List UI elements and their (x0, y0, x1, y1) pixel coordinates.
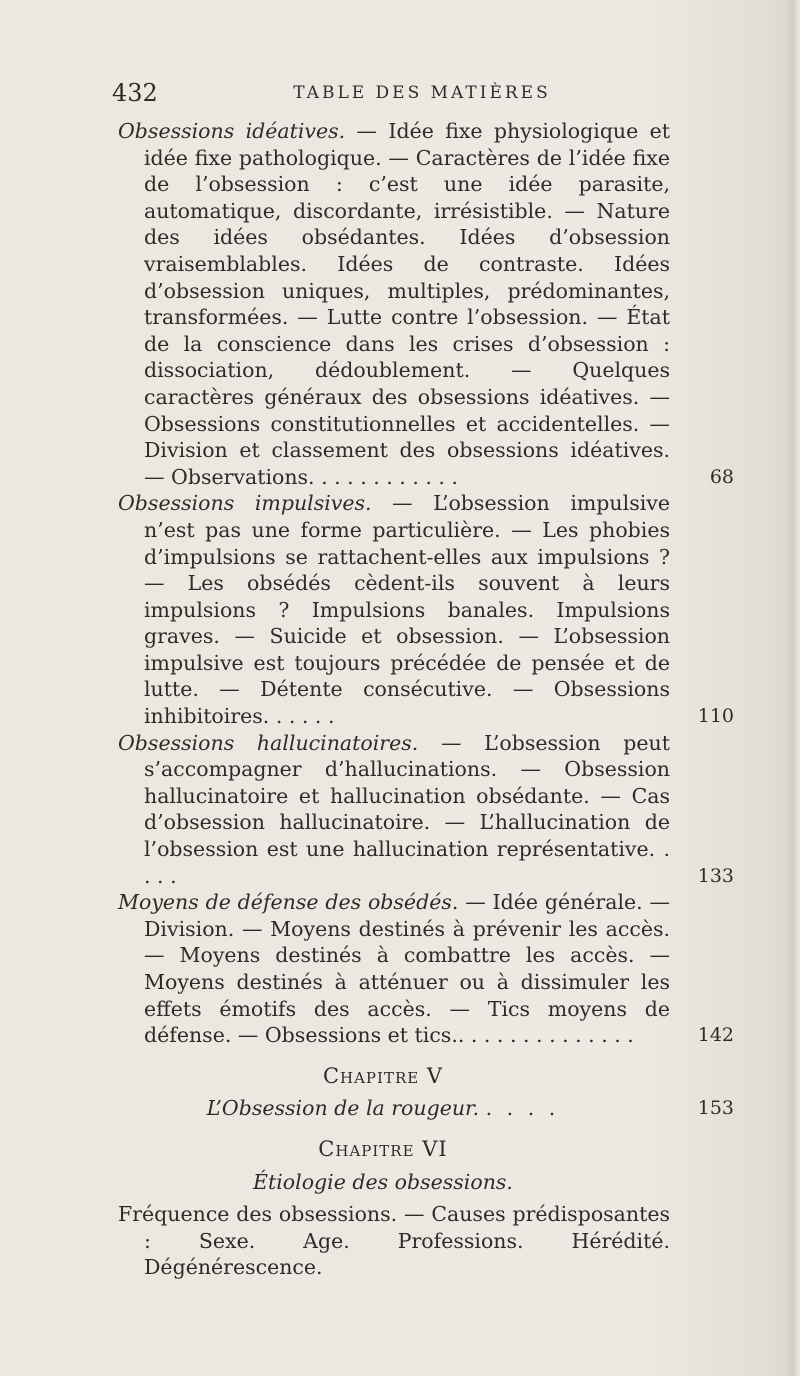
entry-heading: Obsessions idéatives. (118, 119, 346, 143)
page-number: 432 (112, 79, 158, 107)
toc-entry-obsessions-impulsives (118, 490, 734, 729)
toc-entry-obsessions-hallucinatoires (118, 730, 734, 890)
chapter-6-title: Étiologie des obsessions. (253, 1169, 513, 1194)
entry-page: 110 (697, 705, 734, 728)
entry-text: — Idée fixe physiologique et idée fixe pathologique. — Caractères de l’idée fixe de l’obsession : c’est une idée parasite, automatique, discordante, irrésistible. — Nature des idées obsédantes. Idées d’obsession vraisemblables. Idées de contraste. Idées d’obsession uniques, multiples, prédominantes, transformées. — Lutte contre l’obsession. — État de la conscience dans les crises d’obsession : dissociation, dédoublement. — Quelques caractères généraux des obsessions idéatives. — Obsessions constitutionnelles et accidentelles. — Division et classement des obsessions idéatives. — Observations. . . . . . . . . . . . (144, 119, 670, 489)
toc-entry-moyens-de-defense (118, 889, 734, 1049)
entry-heading: Obsessions hallucinatoires. (118, 730, 419, 755)
entry-heading: Obsessions impulsives. (118, 491, 372, 516)
running-title: TABLE DES MATIÈRES (293, 83, 551, 103)
entry-text: — L’obsession peut s’accompagner d’hallucinations. — Obsession hallucinatoire et hallucination obsédante. — Cas d’obsession hallucinatoire. — L’hallucination de l’obsession est une hallucination représentative. . . . . (144, 730, 670, 888)
chapter-5-dots: . . . . (485, 1096, 560, 1121)
entry-text: — Idée générale. — Division. — Moyens destinés à prévenir les accès. — Moyens destinés à combattre les accès. — Moyens destinés à atténuer ou à dissimuler les effets émotifs des accès. — Tics moyens de défense. — Obsessions et tics.. . . . . . . . . . . . . . (144, 890, 670, 1048)
page-header (112, 75, 732, 111)
entry-page: 142 (697, 1024, 734, 1047)
entry-text: Fréquence des obsessions. — Causes prédisposantes : Sexe. Age. Professions. Hérédité. Dégénérescence. (118, 1202, 670, 1280)
toc-entry-obsessions-ideatives (118, 118, 734, 490)
page-edge (786, 0, 800, 1376)
table-of-contents (118, 118, 734, 1281)
chapter-5-title-text: L’Obsession de la rougeur. (206, 1096, 480, 1121)
chapter-5-page: 153 (697, 1097, 734, 1120)
chapter-5-label: Chapitre V (322, 1063, 444, 1088)
toc-entry-frequence (118, 1201, 728, 1281)
chapter-5-title (118, 1095, 734, 1122)
entry-heading: Moyens de défense des obsédés. (118, 890, 459, 915)
entry-page: 68 (709, 465, 734, 488)
entry-page: 133 (697, 864, 734, 887)
chapter-6-label: Chapitre VI (318, 1136, 448, 1161)
entry-text: — L’obsession impulsive n’est pas une forme particulière. — Les phobies d’impulsions se rattachent-elles aux impulsions ? — Les obsédés cèdent-ils souvent à leurs impulsions ? Impulsions banales. Impulsions graves. — Suicide et obsession. — L’obsession impulsive est toujours précédée de pensée et de lutte. — Détente consécutive. — Obsessions inhibitoires. . . . . . (144, 491, 670, 729)
